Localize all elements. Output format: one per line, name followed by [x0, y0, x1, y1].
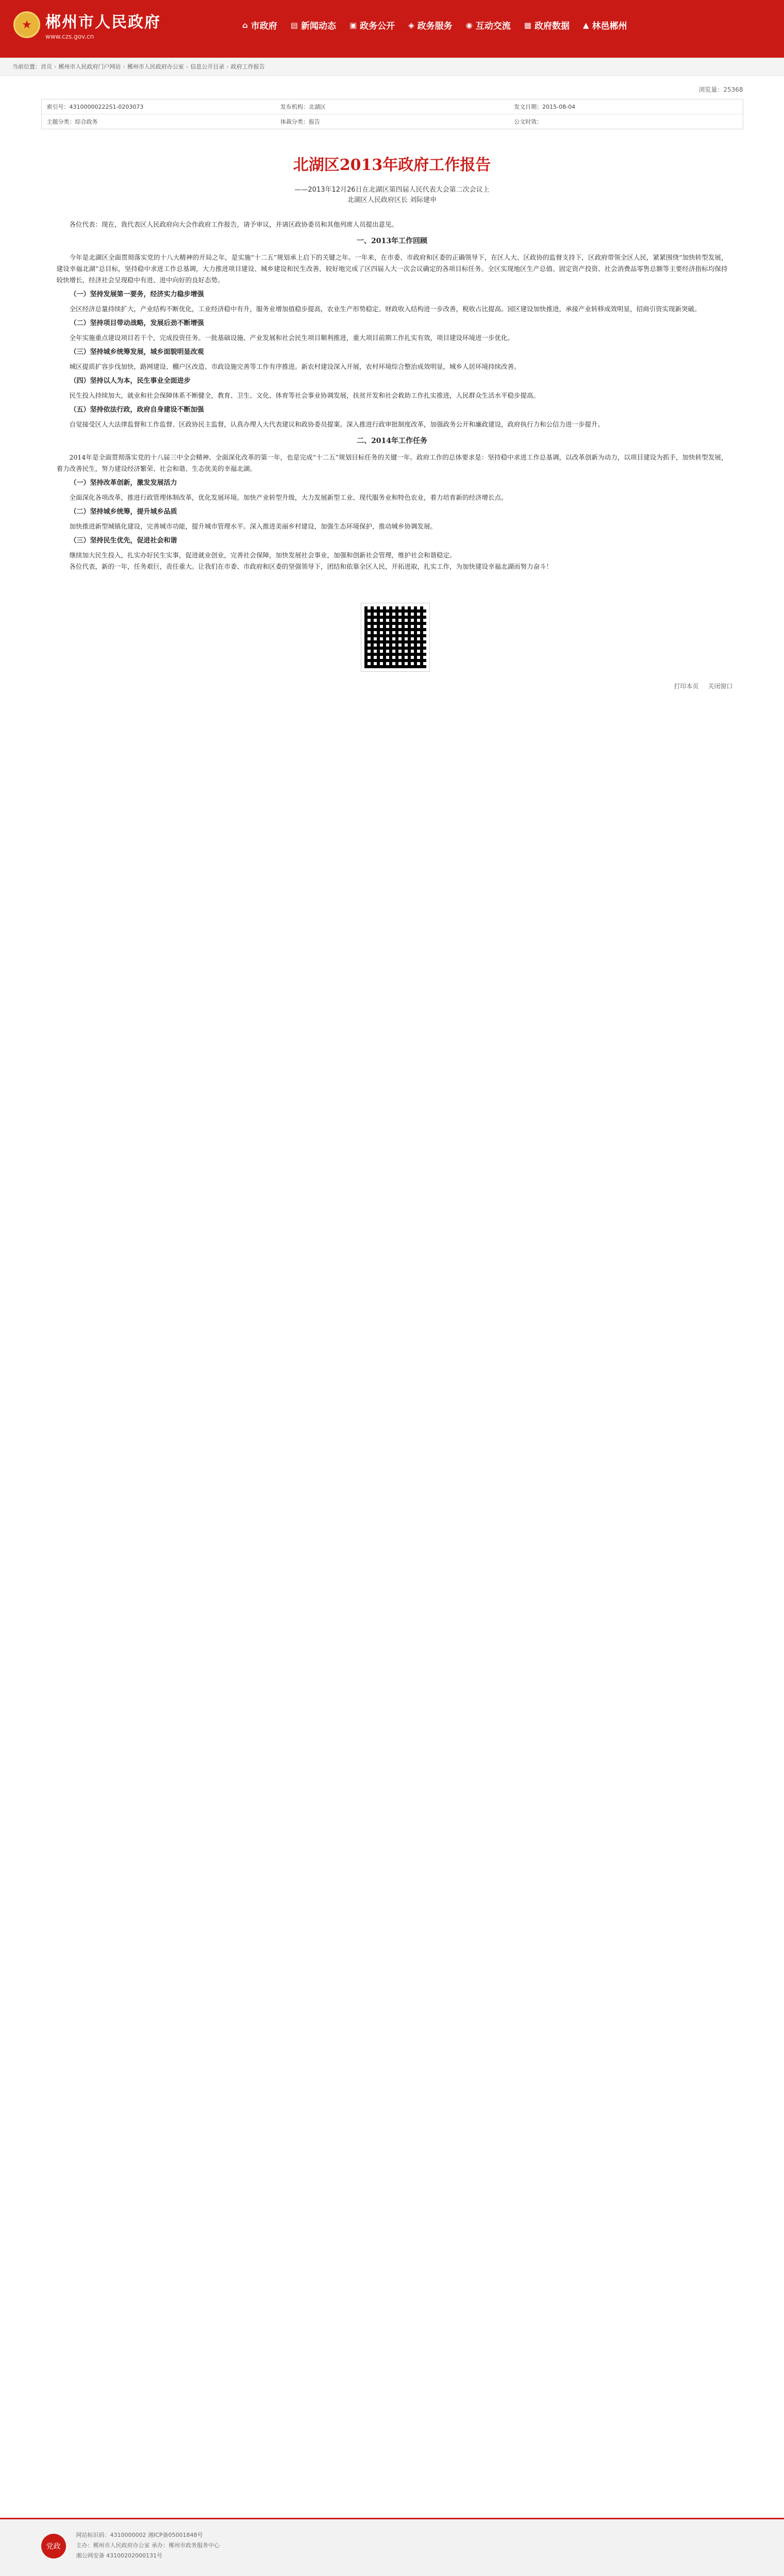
paragraph: 继续加大民生投入，扎实办好民生实事，促进就业创业，完善社会保障，加快发展社会事业，加强和创新社会管理，维护社会和谐稳定。	[69, 551, 456, 559]
site-url: www.czs.gov.cn	[45, 33, 94, 40]
paragraph: 全年实施重点建设项目若干个，完成投资任务。一批基础设施、产业发展和社会民生项目顺利推进，重大项目前期工作扎实有效，项目建设环境进一步优化。	[69, 334, 514, 342]
section-heading: 一、2013年工作回顾	[357, 237, 427, 245]
subsection-heading: （三）坚持民生优先，促进社会和谐	[70, 537, 177, 545]
breadcrumb-item[interactable]: 信息公开目录	[190, 63, 225, 70]
info-row: 索引号：43100000222S1-0203073 发布机构：北湖区 发文日期：2015-08-04	[42, 99, 743, 114]
site-logo[interactable]	[13, 9, 161, 40]
page-title: 北湖区2013年政府工作报告	[293, 156, 491, 174]
news-icon: ▤	[290, 20, 298, 30]
landscape-icon: ▲	[582, 20, 589, 30]
footer-info: 网站标识码：4310000002 湘ICP备05001848号 主办：郴州市人民政府办公室 承办：郴州市政务服务中心 湘公网安备 43100202000131号	[76, 2532, 220, 2559]
nav-item-services[interactable]: ◈ 政务服务	[408, 20, 453, 31]
nav-item-open-government[interactable]: ▣ 政务公开	[349, 20, 395, 31]
closing-paragraph: 各位代表，新的一年，任务艰巨，责任重大。让我们在市委、市政府和区委的坚强领导下，团结和依靠全区人民，开拓进取，扎实工作，为加快建设幸福北湖而努力奋斗！	[69, 563, 553, 570]
breadcrumb-item[interactable]: 政府工作报告	[230, 63, 265, 70]
paragraph: 城区提质扩容步伐加快，路网建设、棚户区改造、市政设施完善等工作有序推进。新农村建设深入开展，农村环境综合整治成效明显，城乡人居环境持续改善。	[69, 363, 521, 370]
paragraph: 2014年是全面贯彻落实党的十八届三中全会精神、全面深化改革的第一年，也是完成“十二五”规划目标任务的关键一年。政府工作的总体要求是：坚持稳中求进工作总基调，以改革创新为动力，以项目建设为抓手，加快转型发展，着力改善民生，努力建设经济繁荣、社会和谐、生态优美的幸福北湖。	[56, 453, 728, 472]
subsection-heading: （四）坚持以人为本，民生事业全面进步	[70, 377, 191, 385]
party-government-badge-icon[interactable]: 党政	[41, 2534, 66, 2558]
subsection-heading: （二）坚持项目带动战略，发展后劲不断增强	[70, 319, 204, 327]
intro-paragraph: 各位代表：现在，我代表区人民政府向大会作政府工作报告，请予审议，并请区政协委员和其他列席人员提出意见。	[69, 221, 398, 228]
close-window-button[interactable]: 关闭窗口	[708, 683, 733, 690]
subsection-heading: （二）坚持城乡统筹，提升城乡品质	[70, 508, 177, 516]
article-body	[57, 219, 728, 572]
breadcrumb-item[interactable]: 郴州市人民政府办公室	[127, 63, 184, 70]
home-icon: ⌂	[242, 20, 248, 30]
report-author: 北湖区人民政府区长 刘际建申	[347, 196, 437, 204]
chat-icon: ◉	[465, 20, 473, 30]
main-nav	[242, 19, 627, 31]
nav-item-data[interactable]: ▦ 政府数据	[524, 20, 570, 31]
nav-item-chenzhou[interactable]: ▲ 林邑郴州	[582, 20, 627, 31]
nav-item-news[interactable]: ▤ 新闻动态	[290, 20, 336, 31]
subsection-heading: （五）坚持依法行政，政府自身建设不断加强	[70, 406, 204, 414]
page-tools	[41, 682, 743, 690]
qr-code-icon	[361, 603, 429, 671]
nav-item-city-government[interactable]: ⌂ 市政府	[242, 20, 277, 31]
service-icon: ◈	[408, 20, 414, 30]
site-header	[0, 0, 784, 58]
data-icon: ▦	[524, 20, 531, 30]
subsection-heading: （三）坚持城乡统筹发展，城乡面貌明显改观	[70, 348, 204, 356]
breadcrumb-item[interactable]: 郴州市人民政府门户网站	[58, 63, 121, 70]
breadcrumb: 当前位置： 首页 › 郴州市人民政府门户网站 › 郴州市人民政府办公室 › 信息公开目录 › 政府工作报告	[0, 58, 784, 76]
nav-item-interaction[interactable]: ◉ 互动交流	[465, 20, 511, 31]
paragraph: 全区经济总量持续扩大，产业结构不断优化，工业经济稳中有升，服务业增加值稳步提高，农业生产形势稳定。财政收入结构进一步改善，税收占比提高。园区建设加快推进，承接产业转移成效明显，招商引资实现新突破。	[69, 305, 701, 313]
national-emblem-icon: ★	[13, 11, 40, 38]
paragraph: 加快推进新型城镇化建设，完善城市功能，提升城市管理水平。深入推进美丽乡村建设，加强生态环境保护，推动城乡协调发展。	[69, 522, 437, 530]
document-icon: ▣	[349, 20, 357, 30]
print-button[interactable]: 打印本页	[674, 683, 699, 690]
section-heading: 二、2014年工作任务	[357, 437, 427, 445]
paragraph: 全面深化各项改革，推进行政管理体制改革，优化发展环境。加快产业转型升级，大力发展新型工业、现代服务业和特色农业，着力培育新的经济增长点。	[69, 494, 508, 501]
document-info-table	[41, 99, 743, 129]
view-count: 浏览量：25368	[698, 86, 743, 93]
paragraph: 民生投入持续加大，就业和社会保障体系不断健全，教育、卫生、文化、体育等社会事业协调发展，扶贫开发和社会救助工作扎实推进，人民群众生活水平稳步提高。	[69, 392, 540, 399]
breadcrumb-item[interactable]: 首页	[41, 63, 52, 70]
report-date-note: ——2013年12月26日在北湖区第四届人民代表大会第二次会议上	[294, 186, 490, 194]
site-footer	[0, 2518, 784, 2576]
info-row: 主题分类：综合政务 体裁分类：报告 公文时效：	[46, 118, 543, 125]
site-name: 郴州市人民政府	[45, 13, 161, 31]
article-container	[41, 76, 743, 690]
paragraph: 自觉接受区人大法律监督和工作监督、区政协民主监督，认真办理人大代表建议和政协委员提案。深入推进行政审批制度改革，加强政务公开和廉政建设，政府执行力和公信力进一步提升。	[69, 420, 605, 428]
subsection-heading: （一）坚持改革创新，激发发展活力	[70, 479, 177, 487]
qr-code-area	[361, 603, 423, 671]
paragraph: 今年是北湖区全面贯彻落实党的十八大精神的开局之年，是实施“十二五”规划承上启下的关键之年。一年来，在市委、市政府和区委的正确领导下，在区人大、区政协的监督支持下，区政府带领全区人民，紧紧围绕“加快转型发展，建设幸福北湖”总目标，坚持稳中求进工作总基调，大力推进项目建设、城乡建设和民生改善，较好地完成了区四届人大一次会议确定的各项目标任务。全区实现地区生产总值、固定资产投资、社会消费品零售总额等主要经济指标均保持较快增长，经济社会呈现稳中有进、进中向好的良好态势。	[56, 253, 728, 284]
subsection-heading: （一）坚持发展第一要务，经济实力稳步增强	[70, 291, 204, 298]
